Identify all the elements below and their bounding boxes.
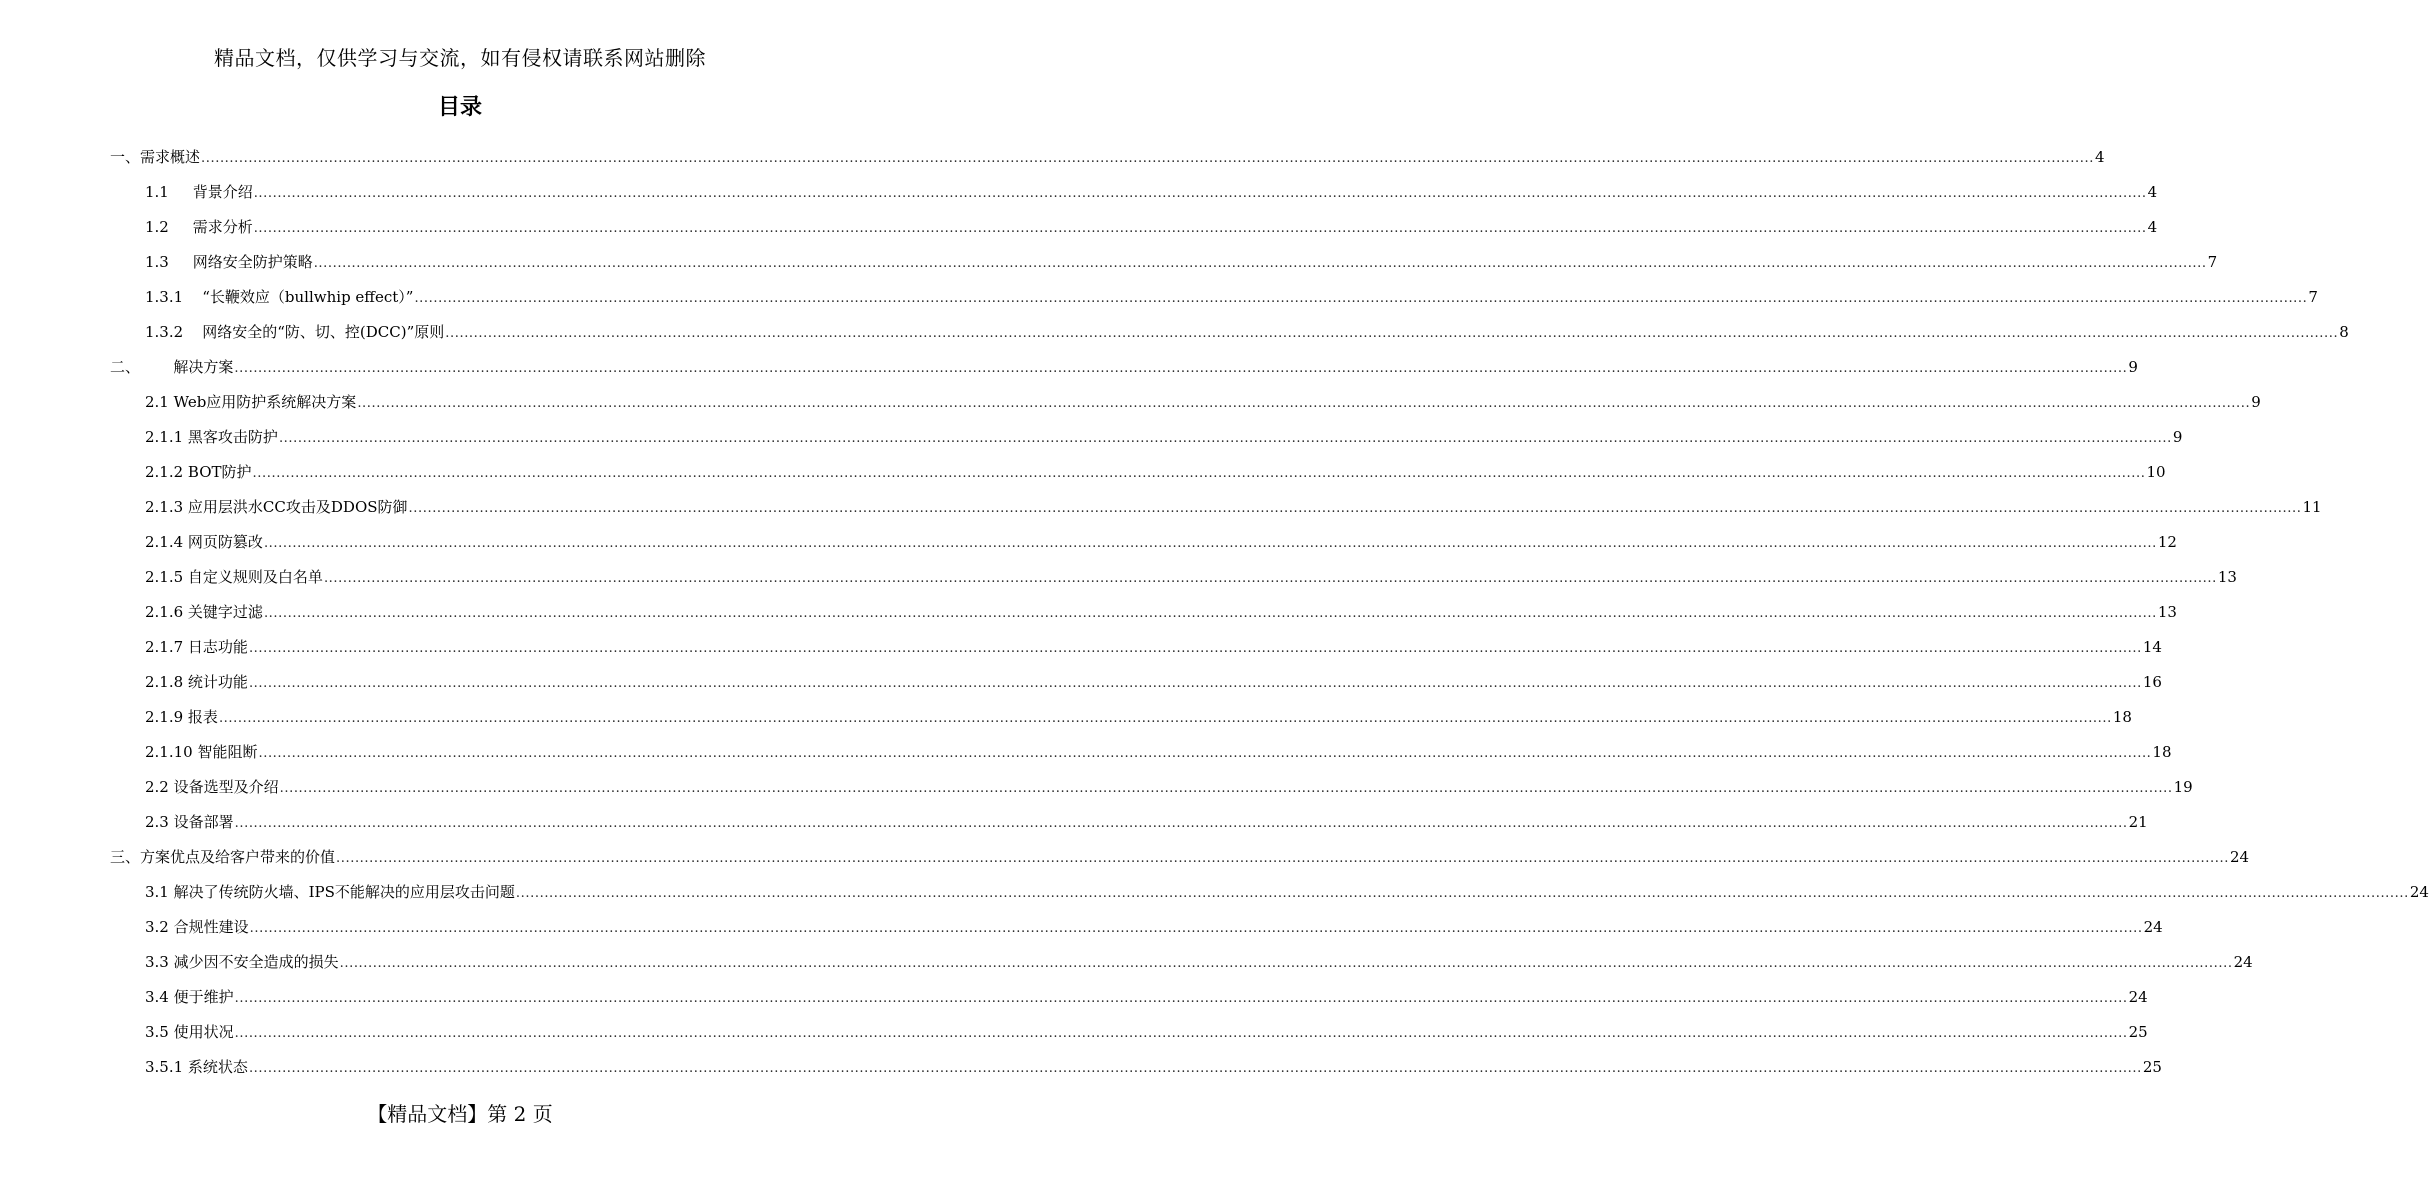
toc-entry[interactable] xyxy=(145,980,2148,1015)
toc-entry-text: 三、方案优点及给客户带来的价值 xyxy=(110,848,336,866)
toc-entry[interactable] xyxy=(145,385,2261,420)
toc-leader-dots: ................................................................................................................................................................................................................................................................................................................................................................................................................ xyxy=(258,746,2152,761)
toc-entry-text: 2.1.7 日志功能 xyxy=(145,638,248,656)
toc-leader-dots: ................................................................................................................................................................................................................................................................................................................................................................................................................ xyxy=(279,781,2173,796)
toc-entry-page: 4 xyxy=(2094,148,2105,166)
toc-leader-dots: ................................................................................................................................................................................................................................................................................................................................................................................................................ xyxy=(234,361,2128,376)
toc-entry-page: 16 xyxy=(2142,673,2162,691)
toc-leader-dots: ................................................................................................................................................................................................................................................................................................................................................................................................................ xyxy=(234,1026,2128,1041)
toc-entry[interactable] xyxy=(145,735,2172,770)
toc-entry-text: 2.1.1 黑客攻击防护 xyxy=(145,428,278,446)
toc-leader-dots: ................................................................................................................................................................................................................................................................................................................................................................................................................ xyxy=(201,151,2094,166)
toc-entry[interactable] xyxy=(145,455,2166,490)
toc-entry-page: 21 xyxy=(2128,813,2148,831)
toc-entry[interactable] xyxy=(145,805,2148,840)
toc-leader-dots: ................................................................................................................................................................................................................................................................................................................................................................................................................ xyxy=(408,501,2302,516)
toc-leader-dots: ................................................................................................................................................................................................................................................................................................................................................................................................................ xyxy=(357,396,2251,411)
toc-entry[interactable] xyxy=(145,1050,2162,1085)
toc-entry-text: 1.2 需求分析 xyxy=(145,218,253,236)
toc-entry-text: 1.3.2 网络安全的“防、切、控(DCC)”原则 xyxy=(145,323,445,341)
toc-entry-text: 2.1.10 智能阻断 xyxy=(145,743,258,761)
toc-leader-dots: ................................................................................................................................................................................................................................................................................................................................................................................................................ xyxy=(248,641,2142,656)
page-header: 精品文档，仅供学习与交流，如有侵权请联系网站删除 xyxy=(214,46,706,70)
toc-entry[interactable] xyxy=(145,560,2237,595)
toc-entry-page: 18 xyxy=(2112,708,2132,726)
toc-entry-text: 1.3.1 “长鞭效应（bullwhip effect）” xyxy=(145,288,414,306)
toc-entry-text: 3.1 解决了传统防火墙、IPS不能解决的应用层攻击问题 xyxy=(145,883,515,901)
toc-entry-text: 2.1.9 报表 xyxy=(145,708,218,726)
toc-entry-page: 14 xyxy=(2142,638,2162,656)
toc-leader-dots: ................................................................................................................................................................................................................................................................................................................................................................................................................ xyxy=(249,921,2143,936)
toc-entry-page: 24 xyxy=(2229,848,2250,866)
toc-entry-page: 24 xyxy=(2143,918,2163,936)
toc-leader-dots: ................................................................................................................................................................................................................................................................................................................................................................................................................ xyxy=(263,606,2157,621)
toc-entry-text: 2.1.4 网页防篡改 xyxy=(145,533,263,551)
toc-entry[interactable] xyxy=(145,525,2177,560)
toc-entry-page: 13 xyxy=(2217,568,2237,586)
toc-entry-page: 24 xyxy=(2233,953,2253,971)
toc-leader-dots: ................................................................................................................................................................................................................................................................................................................................................................................................................ xyxy=(278,431,2172,446)
toc-leader-dots: ................................................................................................................................................................................................................................................................................................................................................................................................................ xyxy=(263,536,2157,551)
toc-entry[interactable] xyxy=(145,420,2183,455)
toc-leader-dots: ................................................................................................................................................................................................................................................................................................................................................................................................................ xyxy=(234,816,2128,831)
toc-entry-text: 2.1 Web应用防护系统解决方案 xyxy=(145,393,357,411)
toc-entry[interactable] xyxy=(145,910,2163,945)
toc-entry-text: 3.5 使用状况 xyxy=(145,1023,234,1041)
toc-leader-dots: ................................................................................................................................................................................................................................................................................................................................................................................................................ xyxy=(515,886,2409,901)
toc-entry-page: 11 xyxy=(2302,498,2322,516)
toc-entry-text: 2.1.3 应用层洪水CC攻击及DDOS防御 xyxy=(145,498,408,516)
toc-leader-dots: ................................................................................................................................................................................................................................................................................................................................................................................................................ xyxy=(323,571,2217,586)
toc-entry-page: 7 xyxy=(2207,253,2218,271)
toc-entry[interactable] xyxy=(145,315,2349,350)
toc-leader-dots: ................................................................................................................................................................................................................................................................................................................................................................................................................ xyxy=(248,1061,2142,1076)
toc-entry-text: 1.1 背景介绍 xyxy=(145,183,253,201)
toc-leader-dots: ................................................................................................................................................................................................................................................................................................................................................................................................................ xyxy=(252,466,2146,481)
toc-entry[interactable] xyxy=(145,630,2162,665)
toc-entry-text: 3.2 合规性建设 xyxy=(145,918,249,936)
page-footer: 【精品文档】第 2 页 xyxy=(367,1102,553,1126)
toc-entry[interactable] xyxy=(110,840,2250,875)
toc-entry-text: 2.1.6 关键字过滤 xyxy=(145,603,263,621)
toc-entry[interactable] xyxy=(145,1015,2148,1050)
toc-entry-page: 10 xyxy=(2146,463,2166,481)
toc-entry[interactable] xyxy=(145,665,2162,700)
toc-leader-dots: ................................................................................................................................................................................................................................................................................................................................................................................................................ xyxy=(339,956,2233,971)
toc-title: 目录 xyxy=(437,95,482,120)
toc-entry-text: 3.3 减少因不安全造成的损失 xyxy=(145,953,339,971)
toc-entry-page: 4 xyxy=(2147,183,2158,201)
toc-entry-page: 9 xyxy=(2172,428,2183,446)
toc-entry-text: 二、 解决方案 xyxy=(110,358,234,376)
toc-entry[interactable] xyxy=(145,210,2158,245)
toc-leader-dots: ................................................................................................................................................................................................................................................................................................................................................................................................................ xyxy=(336,851,2229,866)
toc-entry[interactable] xyxy=(145,700,2132,735)
toc-entry-text: 1.3 网络安全防护策略 xyxy=(145,253,313,271)
toc-entry-page: 7 xyxy=(2308,288,2318,306)
toc-entry-page: 12 xyxy=(2157,533,2177,551)
toc-entry-page: 25 xyxy=(2142,1058,2162,1076)
toc-entry-page: 8 xyxy=(2339,323,2349,341)
toc-entry-page: 18 xyxy=(2152,743,2172,761)
toc-entry[interactable] xyxy=(145,945,2253,980)
toc-entry-text: 一、需求概述 xyxy=(110,148,201,166)
toc-leader-dots: ................................................................................................................................................................................................................................................................................................................................................................................................................ xyxy=(248,676,2142,691)
toc-leader-dots: ................................................................................................................................................................................................................................................................................................................................................................................................................ xyxy=(414,291,2308,306)
toc-entry-text: 2.1.8 统计功能 xyxy=(145,673,248,691)
toc-entry[interactable] xyxy=(145,175,2158,210)
toc-entry-page: 25 xyxy=(2128,1023,2148,1041)
toc-entry-page: 9 xyxy=(2128,358,2138,376)
toc-entry-page: 13 xyxy=(2157,603,2177,621)
toc-entry[interactable] xyxy=(145,595,2177,630)
toc-entry[interactable] xyxy=(145,280,2318,315)
toc-entry-text: 2.3 设备部署 xyxy=(145,813,234,831)
toc-entry-page: 4 xyxy=(2147,218,2158,236)
toc-leader-dots: ................................................................................................................................................................................................................................................................................................................................................................................................................ xyxy=(253,186,2147,201)
toc-entry-page: 24 xyxy=(2128,988,2148,1006)
toc-entry-text: 2.1.2 BOT防护 xyxy=(145,463,252,481)
toc-entry[interactable] xyxy=(145,770,2193,805)
toc-entry-text: 3.4 便于维护 xyxy=(145,988,234,1006)
toc-leader-dots: ................................................................................................................................................................................................................................................................................................................................................................................................................ xyxy=(234,991,2128,1006)
toc-entry-text: 2.2 设备选型及介绍 xyxy=(145,778,279,796)
toc-entry-page: 9 xyxy=(2251,393,2261,411)
toc-entry-page: 19 xyxy=(2173,778,2193,796)
toc-entry[interactable] xyxy=(145,875,2429,910)
toc-entry[interactable] xyxy=(110,140,2105,175)
toc-entry[interactable] xyxy=(110,350,2138,385)
toc-entry[interactable] xyxy=(145,490,2322,525)
toc-entry-text: 2.1.5 自定义规则及白名单 xyxy=(145,568,323,586)
toc-entry-page: 24 xyxy=(2409,883,2429,901)
toc-entry[interactable] xyxy=(145,245,2218,280)
toc-entry-text: 3.5.1 系统状态 xyxy=(145,1058,248,1076)
toc-leader-dots: ................................................................................................................................................................................................................................................................................................................................................................................................................ xyxy=(253,221,2147,236)
toc-leader-dots: ................................................................................................................................................................................................................................................................................................................................................................................................................ xyxy=(313,256,2207,271)
toc-leader-dots: ................................................................................................................................................................................................................................................................................................................................................................................................................ xyxy=(218,711,2112,726)
toc-leader-dots: ................................................................................................................................................................................................................................................................................................................................................................................................................ xyxy=(445,326,2339,341)
